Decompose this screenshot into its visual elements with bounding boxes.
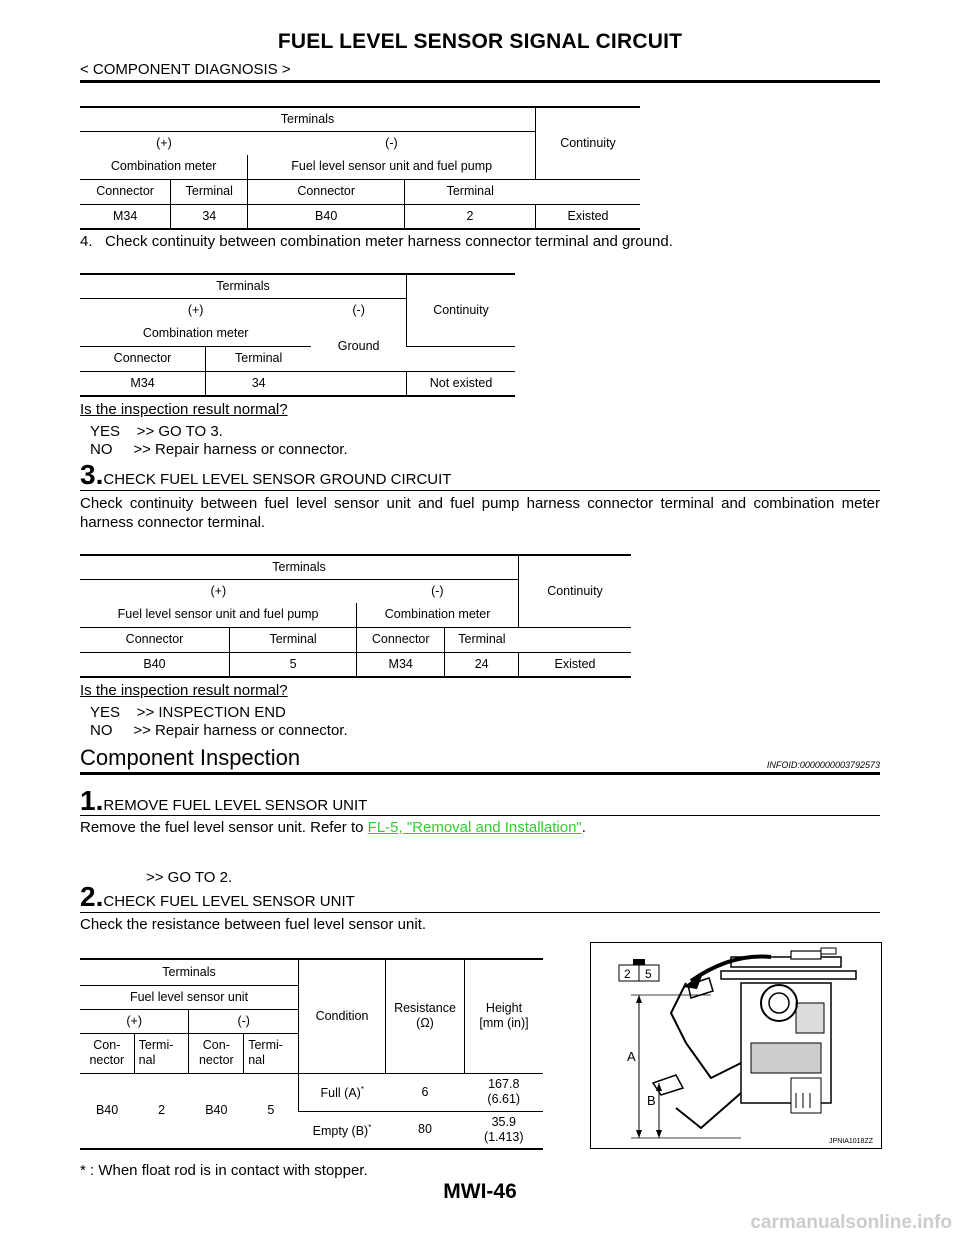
info-id: INFOID:0000000003792573 [766,760,880,770]
table-cell: B40 [80,652,230,677]
table-cell: M34 [80,204,171,229]
condition-label: Full (A) [320,1086,361,1101]
step-rule [80,815,880,816]
table-cell: Connector [80,346,206,371]
continuity-table-3 [80,554,631,678]
table-row [80,652,631,677]
table-cell: 24 [445,652,519,677]
table-cell: Height [mm (in)] [465,959,544,1073]
table-cell: 34 [206,371,312,396]
table-cell: (+) [156,135,172,150]
watermark: carmanualsonline.info [750,1212,952,1233]
page-title: FUEL LEVEL SENSOR SIGNAL CIRCUIT [277,30,683,53]
step-title: REMOVE FUEL LEVEL SENSOR UNIT [103,797,368,814]
fuel-sensor-unit-illustration [591,943,881,1148]
table-cell: Fuel level sensor unit and fuel pump [248,155,536,179]
section-title: Component Inspection [80,745,301,770]
step-title: CHECK FUEL LEVEL SENSOR UNIT [103,893,355,910]
table-cell [536,179,641,204]
table-cell: (-) [189,1009,299,1033]
table-cell: 35.9 (1.413) [465,1111,544,1149]
table-cell: (-) [352,302,365,317]
table-cell: Terminals [80,107,536,131]
table-cell: 5 [244,1073,299,1149]
table-cell: 5 [230,652,357,677]
component-step-2-body: Check the resistance between fuel level sensor unit. [80,916,427,933]
table-cell [299,1111,386,1149]
table-cell: Ground [311,322,406,371]
header-rule [80,80,880,83]
condition-label: Empty (B) [312,1124,369,1139]
table-cell: Continuity [519,555,632,627]
table-cell: Terminals [80,274,407,298]
table-cell: Connector [248,179,405,204]
table-cell: 2 [134,1073,189,1149]
table-cell: Existed [519,652,632,677]
table-cell: Not existed [407,371,516,396]
inspection-question: Is the inspection result normal? [80,401,288,418]
table-cell: (-) [385,135,398,150]
table-cell: Terminal [230,627,357,652]
body-text: Remove the fuel level sensor unit. Refer to [80,819,368,836]
no-answer: NO >> Repair harness or connector. [90,722,348,739]
table-cell: Terminal [206,346,312,371]
component-step-1-body [80,819,586,836]
table-cell [311,371,406,396]
component-step-2-heading [80,883,355,911]
connector-pin-label: 5 [645,967,652,981]
table-row [80,1073,543,1111]
table-cell: Connector [80,179,171,204]
table-cell: Continuity [536,107,641,179]
yes-answer: YES >> GO TO 3. [90,423,223,440]
breadcrumb: < COMPONENT DIAGNOSIS > [80,61,291,78]
table-cell [407,346,516,371]
table-cell: Fuel level sensor unit [80,985,299,1009]
table-cell: 34 [171,204,248,229]
table-row [80,371,515,396]
yes-answer: YES >> INSPECTION END [90,704,286,721]
table-cell: Terminal [404,179,535,204]
resistance-table [80,958,543,1150]
table-cell: (-) [431,583,444,598]
step-rule [80,490,880,491]
table-row [80,204,640,229]
component-step-1-heading [80,787,367,815]
figure-code: JPNIA1018ZZ [829,1138,873,1145]
step-3-heading [80,461,451,489]
table-cell: B40 [248,204,405,229]
page-number: MWI-46 [443,1180,517,1203]
step-number: 2. [80,881,104,912]
table-cell: Con- nector [189,1033,244,1073]
table-cell: Termi- nal [134,1033,189,1073]
goto-text: >> GO TO 2. [146,869,233,886]
table-cell: Combination meter [357,603,519,627]
dimension-label-a: A [627,1049,636,1064]
table-cell: B40 [80,1073,134,1149]
continuity-table-1 [80,106,640,230]
footnote-mark: * [360,1085,364,1095]
table-cell: Connector [80,627,230,652]
table-cell: B40 [189,1073,244,1149]
table-cell: Combination meter [80,322,311,346]
table-cell: Resistance (Ω) [386,959,465,1073]
table-cell: 80 [386,1111,465,1149]
section-rule [80,772,880,775]
table-cell: Termi- nal [244,1033,299,1073]
dimension-label-b: B [647,1093,656,1108]
table-cell: Terminal [171,179,248,204]
table-cell: (+) [210,583,227,598]
fuel-sensor-figure [590,942,882,1149]
table-cell: 2 [404,204,535,229]
table-cell: Terminals [80,555,519,579]
table-cell: Continuity [407,274,516,346]
table-cell: Combination meter [80,155,248,179]
table-cell: (+) [80,1009,189,1033]
footnote-mark: * [368,1123,372,1133]
continuity-table-2 [80,273,515,397]
table-cell [519,627,632,652]
table-cell: Fuel level sensor unit and fuel pump [80,603,357,627]
step-number: 3. [80,459,104,490]
step-title: CHECK FUEL LEVEL SENSOR GROUND CIRCUIT [103,471,452,488]
removal-installation-link[interactable]: FL-5, "Removal and Installation" [367,819,582,836]
step-3-body: Check continuity between fuel level sensor unit and fuel pump harness connector terminal and combination meter harness connector terminal. [80,495,880,531]
table-cell: Condition [299,959,386,1073]
table-cell: Terminals [80,959,299,985]
footnote: * : When float rod is in contact with stopper. [80,1162,368,1179]
table-cell: Con- nector [80,1033,134,1073]
table-cell: (+) [187,302,204,317]
table-cell: 6 [386,1073,465,1111]
step-rule [80,912,880,913]
connector-pin-label: 2 [624,967,631,981]
table-cell: M34 [80,371,206,396]
inspection-question: Is the inspection result normal? [80,682,288,699]
table-cell [299,1073,386,1111]
table-cell: Connector [357,627,445,652]
step-number: 1. [80,785,104,816]
table-cell: 167.8 (6.61) [465,1073,544,1111]
step-4-text: 4. Check continuity between combination meter harness connector terminal and ground. [80,233,673,250]
body-text: . [581,819,586,836]
table-cell: Terminal [445,627,519,652]
table-cell: M34 [357,652,445,677]
table-cell: Existed [536,204,641,229]
no-answer: NO >> Repair harness or connector. [90,441,348,458]
